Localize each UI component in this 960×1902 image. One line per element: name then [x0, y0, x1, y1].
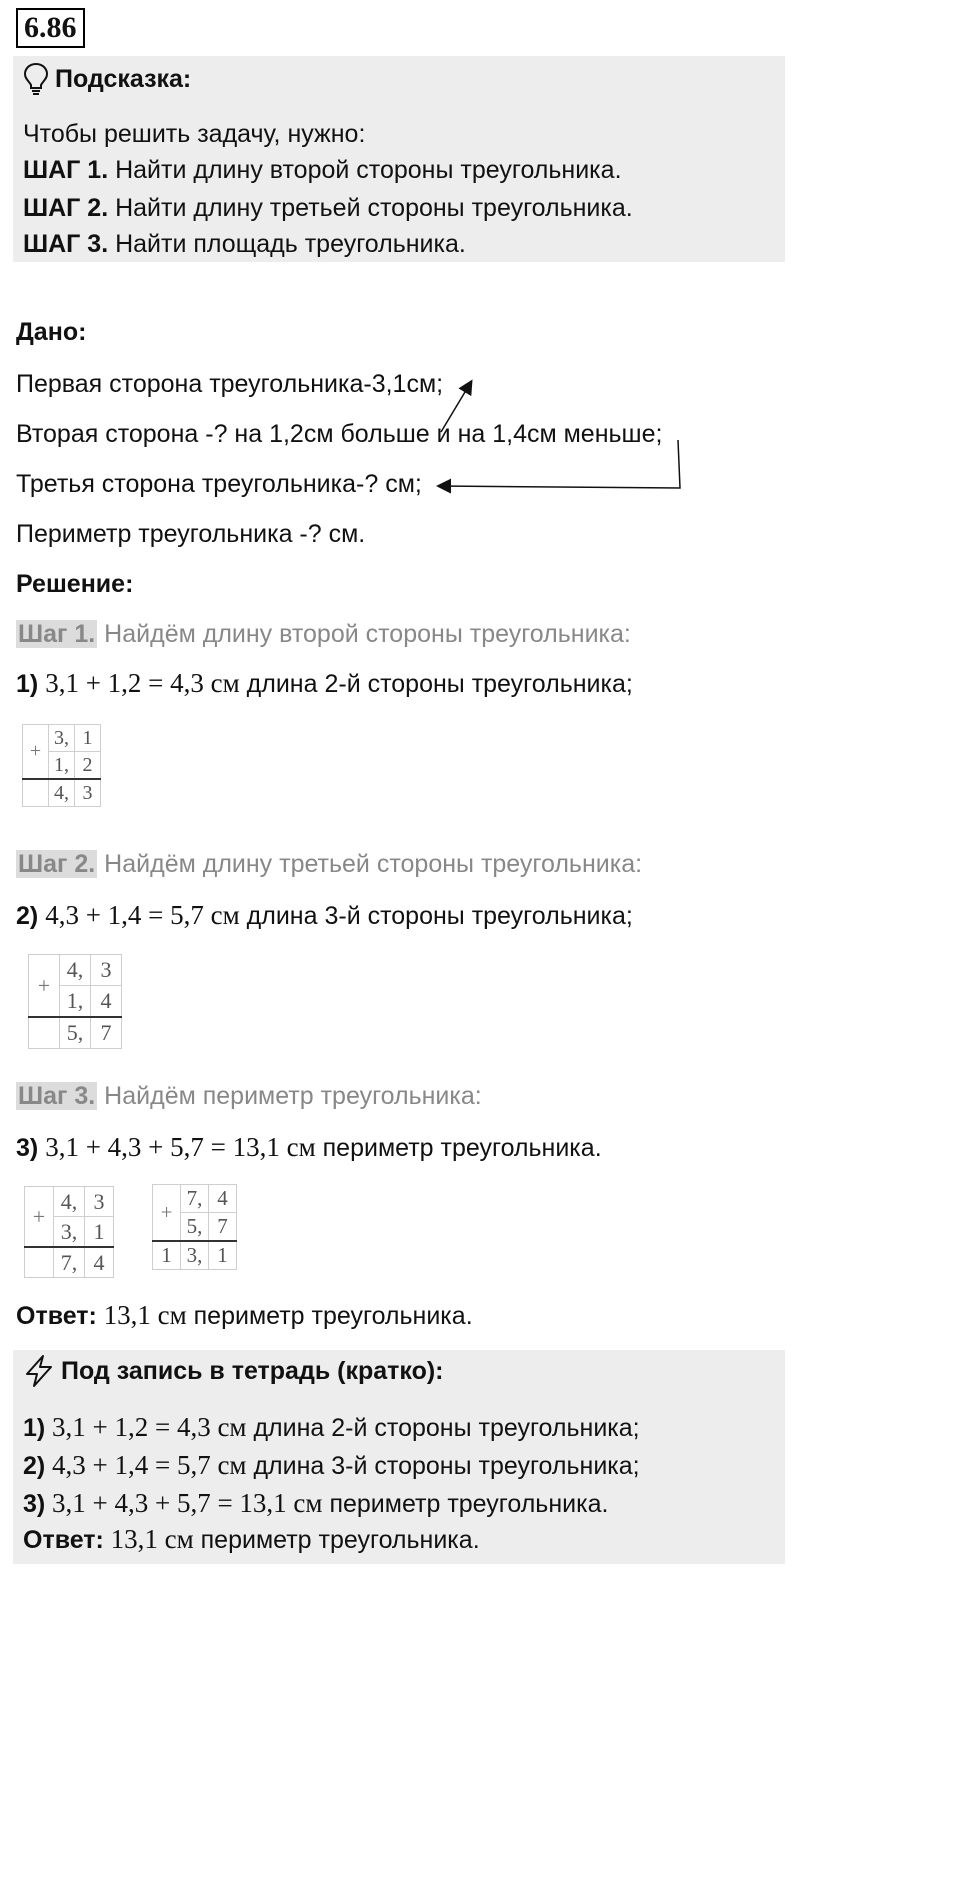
step-1-heading: Шаг 1. Найдём длину второй стороны треугольника: — [18, 620, 631, 648]
given-line-3: Третья сторона треугольника-? см; — [16, 470, 422, 498]
hint-step-2: ШАГ 2. Найти длину третьей стороны треугольника. — [23, 194, 633, 222]
step-2-badge: Шаг 2. — [18, 850, 96, 878]
relation-arrows — [0, 0, 800, 560]
short-line-2: 2) 4,3 + 1,4 = 5,7 см длина 3-й стороны треугольника; — [23, 1450, 640, 1480]
short-answer: Ответ: 13,1 см периметр треугольника. — [23, 1524, 480, 1554]
hint-title: Подсказка: — [55, 64, 192, 93]
step-1-badge: Шаг 1. — [18, 620, 96, 648]
answer: Ответ: 13,1 см периметр треугольника. — [16, 1300, 473, 1330]
given-line-4: Периметр треугольника -? см. — [16, 520, 366, 548]
short-line-1: 1) 3,1 + 1,2 = 4,3 см длина 2-й стороны треугольника; — [23, 1412, 640, 1442]
short-record-box — [13, 1350, 785, 1564]
step-3-badge: Шаг 3. — [18, 1082, 96, 1110]
column-addition-2: + 4, 3 1, 4 5, 7 — [28, 954, 122, 1049]
problem-number: 6.86 — [16, 8, 85, 48]
lightning-icon — [23, 1354, 55, 1388]
short-record-header — [23, 1354, 444, 1388]
hint-intro: Чтобы решить задачу, нужно: — [23, 120, 366, 148]
given-title: Дано: — [16, 318, 87, 346]
column-addition-4: + 7, 4 5, 7 1 3, 1 — [152, 1184, 237, 1270]
arrow-to-first-side — [441, 382, 471, 432]
step-3-heading: Шаг 3. Найдём периметр треугольника: — [18, 1082, 482, 1110]
step-3-calc: 3) 3,1 + 4,3 + 5,7 = 13,1 см периметр треугольника. — [16, 1132, 602, 1162]
short-line-3: 3) 3,1 + 4,3 + 5,7 = 13,1 см периметр треугольника. — [23, 1488, 609, 1518]
short-record-title: Под запись в тетрадь (кратко): — [61, 1356, 444, 1385]
column-addition-1: + 3, 1 1, 2 4, 3 — [22, 724, 101, 807]
solution-title: Решение: — [16, 570, 134, 598]
hint-step-3: ШАГ 3. Найти площадь треугольника. — [23, 230, 466, 258]
hint-step-1: ШАГ 1. Найти длину второй стороны треугольника. — [23, 156, 622, 184]
step-2-heading: Шаг 2. Найдём длину третьей стороны треугольника: — [18, 850, 643, 878]
given-line-2: Вторая сторона -? на 1,2см больше и на 1,4см меньше; — [16, 420, 663, 448]
given-line-1: Первая сторона треугольника-3,1см; — [16, 370, 444, 398]
step-2-calc: 2) 4,3 + 1,4 = 5,7 см длина 3-й стороны треугольника; — [16, 900, 633, 930]
step-1-calc: 1) 3,1 + 1,2 = 4,3 см длина 2-й стороны треугольника; — [16, 668, 633, 698]
arrow-to-third-side — [439, 440, 680, 488]
column-addition-3: + 4, 3 3, 1 7, 4 — [24, 1186, 114, 1278]
